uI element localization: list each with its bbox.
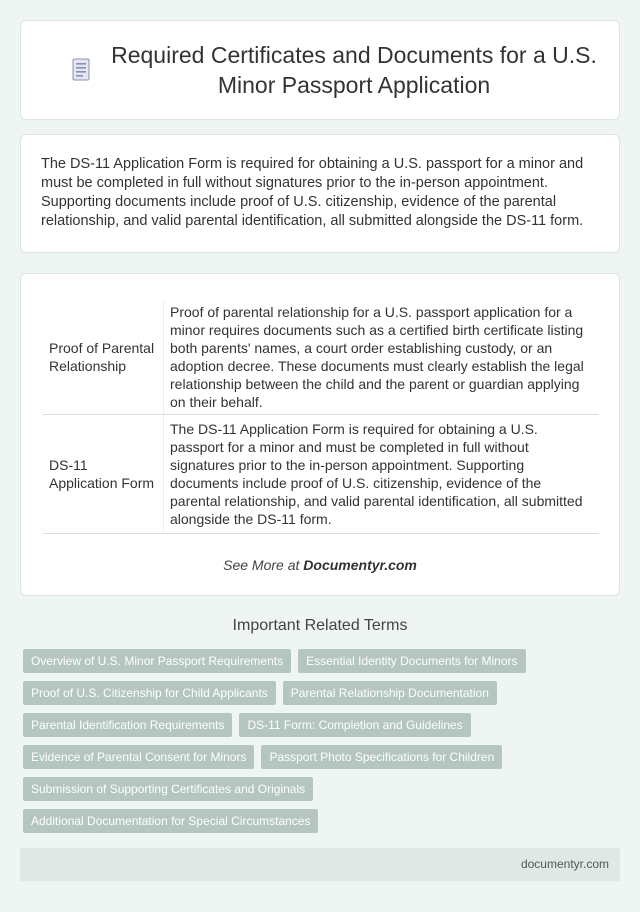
see-more-site: Documentyr.com [303,557,417,573]
related-term-tag[interactable]: Essential Identity Documents for Minors [298,649,525,673]
row-description: The DS-11 Application Form is required for obtaining a U.S. passport for a minor and must be completed in full without signatures prior to the in-person appointment. Supporting documents include proof of U.S. citizenship, evidence of the parental relationship, and valid parental identification, all submitted alongside the DS-11 form. [164,415,600,534]
row-label: DS-11 Application Form [43,415,164,534]
row-label: Proof of Parental Relationship [43,300,164,415]
related-term-tag[interactable]: Overview of U.S. Minor Passport Requirements [23,649,291,673]
related-terms-heading: Important Related Terms [232,617,408,634]
related-term-tag[interactable]: Evidence of Parental Consent for Minors [23,745,254,769]
documents-table-card [20,273,620,596]
row-description: Proof of parental relationship for a U.S. passport application for a minor requires documents such as a certified birth certificate listing both parents' names, a court order establishing custody, or an adoption decree. These documents must clearly establish the legal relationship between the child and the parent or guardian applying on their behalf. [164,300,600,415]
related-term-tag[interactable]: Submission of Supporting Certificates and Originals [23,777,313,801]
footer [20,848,620,881]
related-term-tag[interactable]: Proof of U.S. Citizenship for Child Applicants [23,681,276,705]
see-more-prefix: See More at [223,557,304,573]
related-term-tag[interactable]: DS-11 Form: Completion and Guidelines [239,713,470,737]
intro-card [20,134,620,253]
table-row [43,415,599,534]
related-term-tag[interactable]: Passport Photo Specifications for Children [261,745,502,769]
document-icon [69,57,93,83]
related-term-tag[interactable]: Additional Documentation for Special Circumstances [23,809,318,833]
related-terms-list [23,649,623,841]
table-row [43,300,599,415]
see-more-link[interactable] [21,557,619,573]
documents-table [43,300,599,534]
related-term-tag[interactable]: Parental Identification Requirements [23,713,232,737]
page-title: Required Certificates and Documents for a U.S. Minor Passport Application [111,42,597,98]
footer-site-link[interactable]: documentyr.com [520,857,609,871]
intro-text: The DS-11 Application Form is required for obtaining a U.S. passport for a minor and must be completed in full without signatures prior to the in-person appointment. Supporting documents include proof of U.S. citizenship, evidence of the parental relationship, and valid parental identification, all submitted alongside the DS-11 form. [41,156,584,229]
header-card [20,20,620,120]
related-term-tag[interactable]: Parental Relationship Documentation [283,681,497,705]
